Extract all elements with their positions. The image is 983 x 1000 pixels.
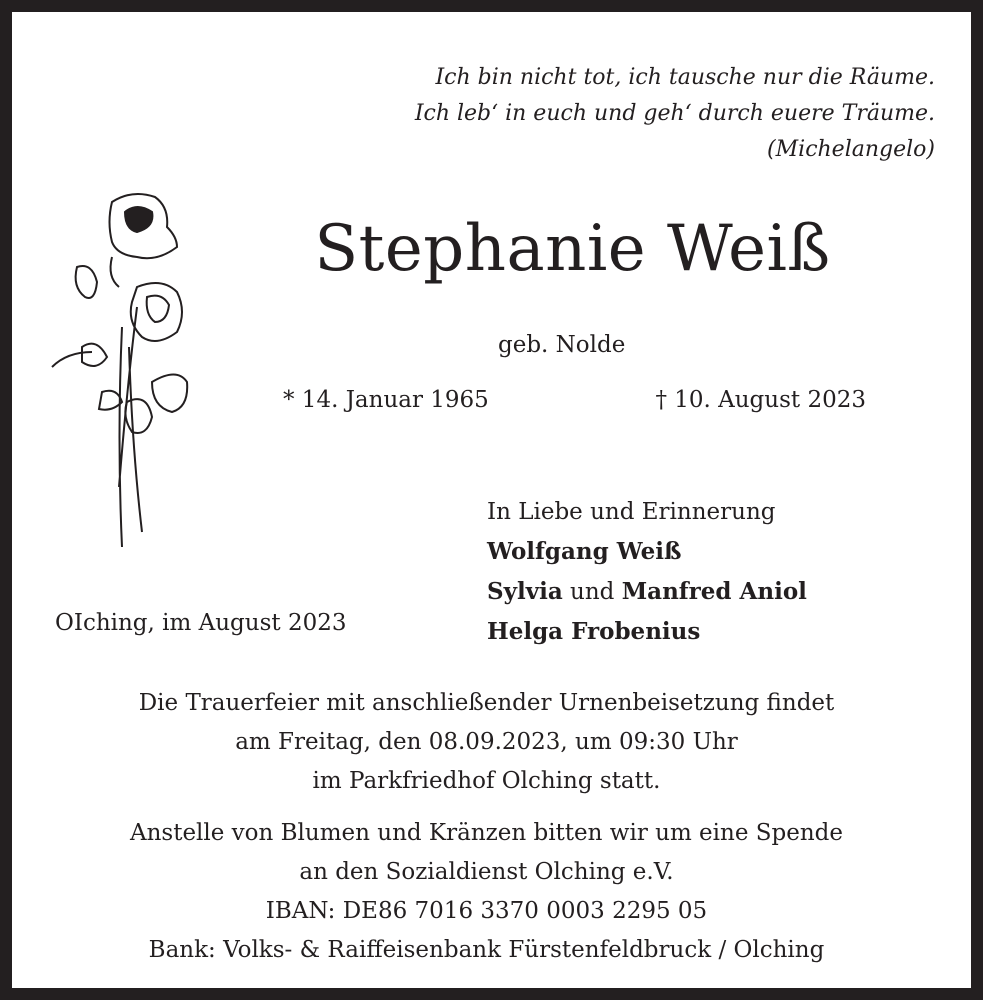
iban: IBAN: DE86 7016 3370 0003 2295 05 — [265, 898, 708, 924]
mourner: Helga Frobenius — [487, 618, 701, 645]
place-date: OIching, im August 2023 — [55, 610, 347, 636]
service-line: am Freitag, den 08.09.2023, um 09:30 Uhr — [235, 729, 738, 755]
donation-info — [12, 814, 971, 970]
bank: Bank: Volks- & Raiffeisenbank Fürstenfeldbruck / Olching — [148, 937, 825, 963]
service-line: im Parkfriedhof Olching statt. — [312, 768, 661, 794]
conjunction: und — [562, 579, 622, 605]
funeral-service-info — [12, 684, 971, 801]
mourners-intro: In Liebe und Erinnerung — [487, 499, 776, 525]
service-line: Die Trauerfeier mit anschließender Urnenbeisetzung findet — [138, 690, 835, 716]
death-date: † 10. August 2023 — [655, 387, 866, 413]
donation-line: Anstelle von Blumen und Kränzen bitten wir um eine Spende — [129, 820, 844, 846]
quote — [415, 60, 935, 168]
mourner: Wolfgang Weiß — [487, 538, 682, 565]
quote-line: Ich bin nicht tot, ich tausche nur die Räume. — [435, 65, 935, 90]
quote-line: Ich leb‘ in euch und geh‘ durch euere Träume. — [414, 101, 935, 126]
maiden-name: geb. Nolde — [498, 332, 626, 358]
mourners-list — [487, 493, 807, 652]
deceased-name: Stephanie Weiß — [314, 212, 831, 286]
quote-author: (Michelangelo) — [767, 137, 935, 162]
birth-date: * 14. Januar 1965 — [283, 387, 489, 413]
mourner: Manfred Aniol — [621, 578, 807, 605]
mourner: Sylvia — [487, 578, 563, 605]
donation-line: an den Sozialdienst Olching e.V. — [299, 859, 674, 885]
